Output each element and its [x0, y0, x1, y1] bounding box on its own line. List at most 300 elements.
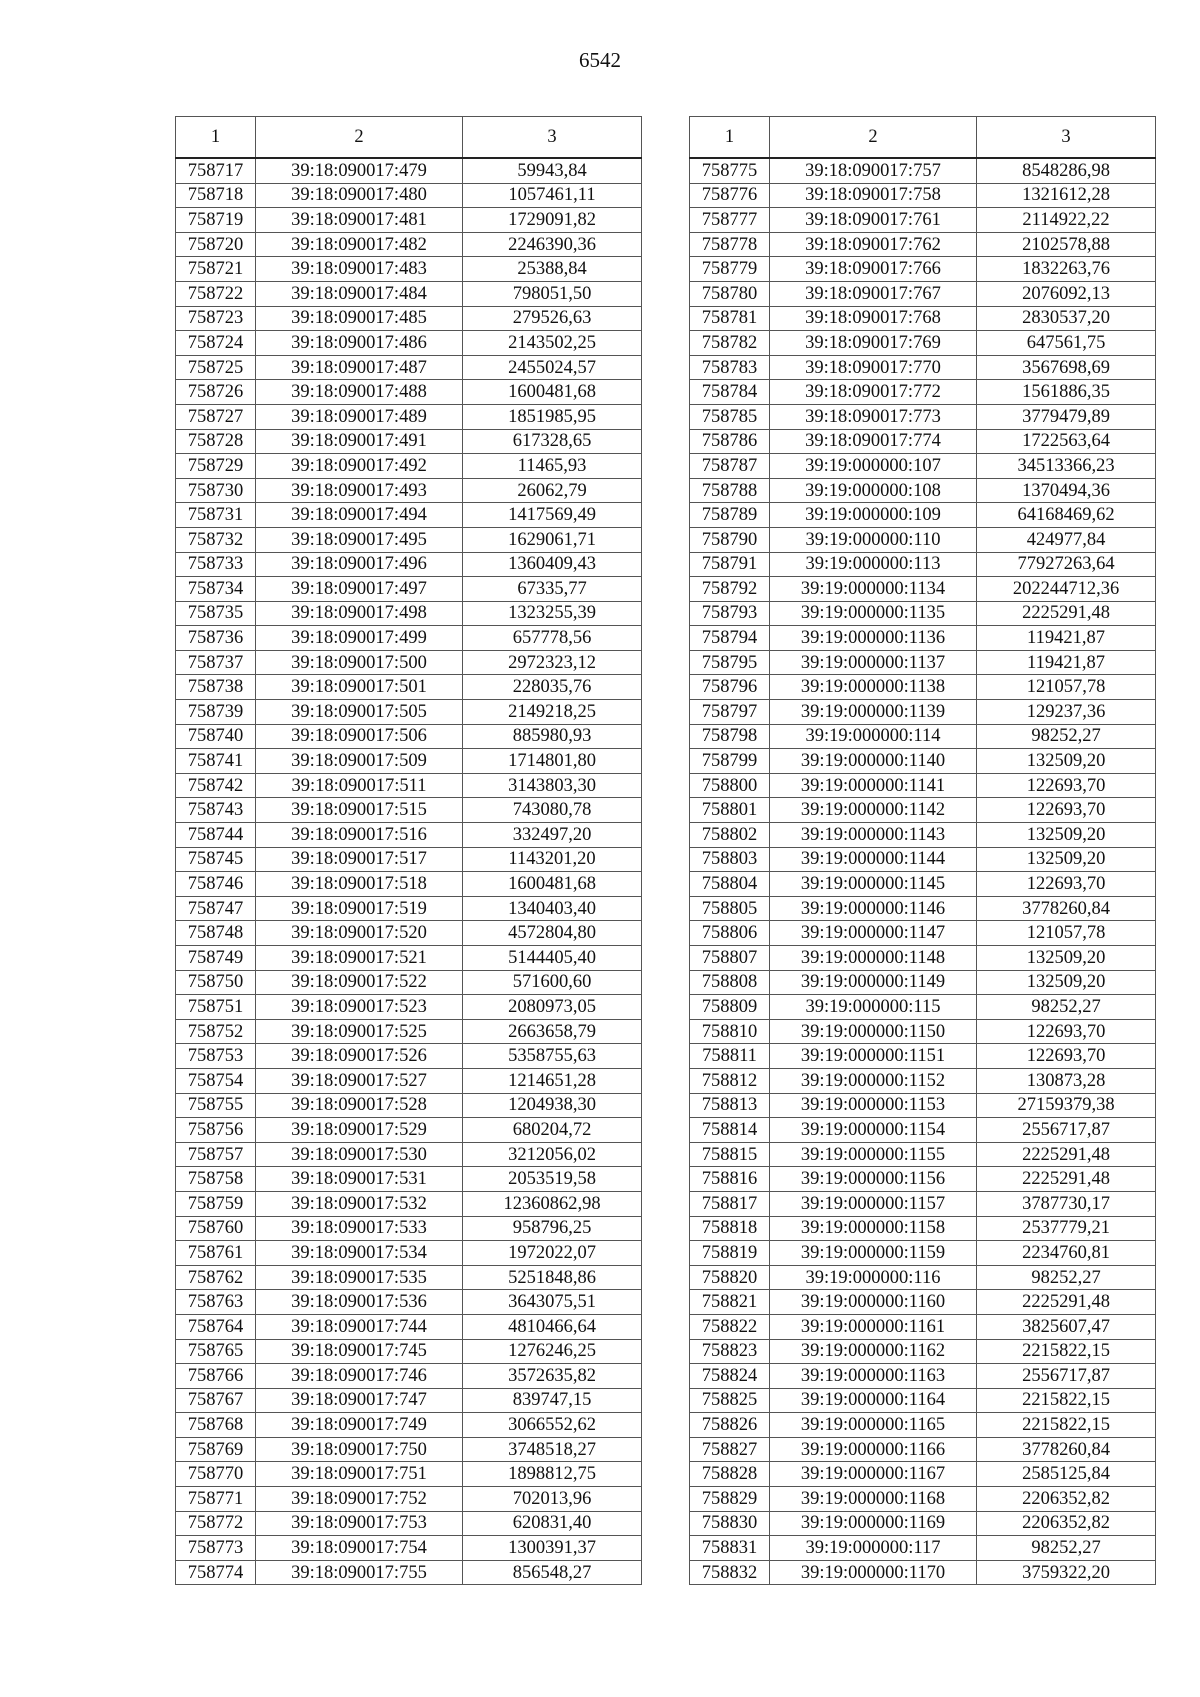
value-cell: 5251848,86: [463, 1265, 642, 1290]
row-number-cell: 758740: [176, 724, 256, 749]
row-number-cell: 758829: [690, 1487, 770, 1512]
table-row: [176, 749, 642, 774]
table-row: [690, 946, 1156, 971]
cadastral-number-cell: 39:18:090017:528: [256, 1093, 463, 1118]
table-row: [176, 1044, 642, 1069]
cadastral-number-cell: 39:19:000000:1166: [770, 1437, 977, 1462]
value-cell: 25388,84: [463, 257, 642, 282]
value-cell: 132509,20: [977, 946, 1156, 971]
table-row: [690, 1265, 1156, 1290]
value-cell: 2080973,05: [463, 995, 642, 1020]
value-cell: 1832263,76: [977, 257, 1156, 282]
cadastral-number-cell: 39:18:090017:753: [256, 1511, 463, 1536]
value-cell: 657778,56: [463, 626, 642, 651]
value-cell: 617328,65: [463, 429, 642, 454]
value-cell: 2225291,48: [977, 1142, 1156, 1167]
table-row: [690, 749, 1156, 774]
cadastral-number-cell: 39:18:090017:480: [256, 183, 463, 208]
row-number-cell: 758776: [690, 183, 770, 208]
cadastral-number-cell: 39:19:000000:1148: [770, 946, 977, 971]
cadastral-number-cell: 39:18:090017:532: [256, 1191, 463, 1216]
row-number-cell: 758772: [176, 1511, 256, 1536]
value-cell: 3572635,82: [463, 1364, 642, 1389]
cadastral-number-cell: 39:18:090017:511: [256, 773, 463, 798]
value-cell: 98252,27: [977, 1265, 1156, 1290]
table-row: [690, 478, 1156, 503]
value-cell: 98252,27: [977, 1536, 1156, 1561]
value-cell: 2246390,36: [463, 232, 642, 257]
cadastral-number-cell: 39:19:000000:1163: [770, 1364, 977, 1389]
row-number-cell: 758729: [176, 454, 256, 479]
value-cell: 132509,20: [977, 847, 1156, 872]
row-number-cell: 758806: [690, 921, 770, 946]
value-cell: 1722563,64: [977, 429, 1156, 454]
row-number-cell: 758756: [176, 1118, 256, 1143]
cadastral-number-cell: 39:19:000000:1144: [770, 847, 977, 872]
cadastral-number-cell: 39:19:000000:1154: [770, 1118, 977, 1143]
table-row: [176, 1314, 642, 1339]
table-row: [176, 1265, 642, 1290]
table-row: [176, 847, 642, 872]
column-header-3: 3: [977, 117, 1156, 159]
value-cell: 3778260,84: [977, 896, 1156, 921]
row-number-cell: 758770: [176, 1462, 256, 1487]
row-number-cell: 758826: [690, 1413, 770, 1438]
cadastral-number-cell: 39:18:090017:495: [256, 527, 463, 552]
row-number-cell: 758719: [176, 208, 256, 233]
cadastral-number-cell: 39:18:090017:533: [256, 1216, 463, 1241]
cadastral-number-cell: 39:19:000000:1139: [770, 700, 977, 725]
row-number-cell: 758768: [176, 1413, 256, 1438]
row-number-cell: 758748: [176, 921, 256, 946]
table-row: [176, 281, 642, 306]
table-row: [176, 700, 642, 725]
value-cell: 2830537,20: [977, 306, 1156, 331]
cadastral-number-cell: 39:18:090017:496: [256, 552, 463, 577]
table-row: [176, 675, 642, 700]
cadastral-number-cell: 39:19:000000:1169: [770, 1511, 977, 1536]
row-number-cell: 758795: [690, 650, 770, 675]
table-row: [176, 650, 642, 675]
table-row: [176, 1019, 642, 1044]
table-row: [176, 380, 642, 405]
cadastral-table-left: [175, 116, 642, 1585]
table-row: [690, 1241, 1156, 1266]
value-cell: 1204938,30: [463, 1093, 642, 1118]
row-number-cell: 758832: [690, 1560, 770, 1585]
table-row: [176, 896, 642, 921]
row-number-cell: 758812: [690, 1068, 770, 1093]
cadastral-number-cell: 39:19:000000:1168: [770, 1487, 977, 1512]
row-number-cell: 758802: [690, 823, 770, 848]
value-cell: 2076092,13: [977, 281, 1156, 306]
table-row: [690, 798, 1156, 823]
cadastral-number-cell: 39:18:090017:749: [256, 1413, 463, 1438]
cadastral-number-cell: 39:18:090017:758: [770, 183, 977, 208]
cadastral-number-cell: 39:18:090017:487: [256, 355, 463, 380]
row-number-cell: 758799: [690, 749, 770, 774]
table-row: [176, 577, 642, 602]
table-row: [176, 429, 642, 454]
value-cell: 132509,20: [977, 823, 1156, 848]
row-number-cell: 758750: [176, 970, 256, 995]
cadastral-number-cell: 39:19:000000:1150: [770, 1019, 977, 1044]
row-number-cell: 758813: [690, 1093, 770, 1118]
value-cell: 839747,15: [463, 1388, 642, 1413]
value-cell: 122693,70: [977, 1044, 1156, 1069]
value-cell: 2149218,25: [463, 700, 642, 725]
row-number-cell: 758800: [690, 773, 770, 798]
row-number-cell: 758734: [176, 577, 256, 602]
row-number-cell: 758775: [690, 158, 770, 183]
value-cell: 2234760,81: [977, 1241, 1156, 1266]
cadastral-number-cell: 39:19:000000:1164: [770, 1388, 977, 1413]
row-number-cell: 758814: [690, 1118, 770, 1143]
cadastral-number-cell: 39:19:000000:114: [770, 724, 977, 749]
value-cell: 130873,28: [977, 1068, 1156, 1093]
table-row: [176, 1536, 642, 1561]
table-row: [690, 232, 1156, 257]
row-number-cell: 758796: [690, 675, 770, 700]
table-row: [690, 355, 1156, 380]
row-number-cell: 758797: [690, 700, 770, 725]
cadastral-number-cell: 39:19:000000:117: [770, 1536, 977, 1561]
table-row: [176, 995, 642, 1020]
table-row: [690, 1167, 1156, 1192]
row-number-cell: 758825: [690, 1388, 770, 1413]
value-cell: 132509,20: [977, 749, 1156, 774]
table-row: [690, 1216, 1156, 1241]
cadastral-number-cell: 39:18:090017:482: [256, 232, 463, 257]
row-number-cell: 758758: [176, 1167, 256, 1192]
row-number-cell: 758801: [690, 798, 770, 823]
value-cell: 119421,87: [977, 650, 1156, 675]
row-number-cell: 758824: [690, 1364, 770, 1389]
table-row: [176, 503, 642, 528]
value-cell: 132509,20: [977, 970, 1156, 995]
cadastral-number-cell: 39:18:090017:493: [256, 478, 463, 503]
cadastral-number-cell: 39:19:000000:1158: [770, 1216, 977, 1241]
value-cell: 27159379,38: [977, 1093, 1156, 1118]
row-number-cell: 758830: [690, 1511, 770, 1536]
cadastral-number-cell: 39:18:090017:498: [256, 601, 463, 626]
row-number-cell: 758727: [176, 404, 256, 429]
row-number-cell: 758792: [690, 577, 770, 602]
cadastral-number-cell: 39:19:000000:108: [770, 478, 977, 503]
value-cell: 1360409,43: [463, 552, 642, 577]
cadastral-number-cell: 39:18:090017:745: [256, 1339, 463, 1364]
cadastral-number-cell: 39:18:090017:485: [256, 306, 463, 331]
table-row: [690, 306, 1156, 331]
table-row: [690, 1068, 1156, 1093]
table-row: [690, 158, 1156, 183]
row-number-cell: 758781: [690, 306, 770, 331]
table-row: [690, 896, 1156, 921]
row-number-cell: 758786: [690, 429, 770, 454]
cadastral-number-cell: 39:19:000000:1151: [770, 1044, 977, 1069]
value-cell: 2206352,82: [977, 1511, 1156, 1536]
cadastral-number-cell: 39:19:000000:1167: [770, 1462, 977, 1487]
table-row: [690, 700, 1156, 725]
row-number-cell: 758831: [690, 1536, 770, 1561]
row-number-cell: 758771: [176, 1487, 256, 1512]
row-number-cell: 758773: [176, 1536, 256, 1561]
table-row: [690, 577, 1156, 602]
cadastral-number-cell: 39:18:090017:766: [770, 257, 977, 282]
cadastral-number-cell: 39:19:000000:1156: [770, 1167, 977, 1192]
row-number-cell: 758761: [176, 1241, 256, 1266]
row-number-cell: 758798: [690, 724, 770, 749]
cadastral-number-cell: 39:18:090017:770: [770, 355, 977, 380]
table-row: [690, 1118, 1156, 1143]
table-row: [690, 1339, 1156, 1364]
table-row: [176, 257, 642, 282]
page-number: 6542: [579, 48, 621, 72]
cadastral-number-cell: 39:19:000000:1146: [770, 896, 977, 921]
row-number-cell: 758791: [690, 552, 770, 577]
value-cell: 279526,63: [463, 306, 642, 331]
column-header-1: 1: [690, 117, 770, 159]
row-number-cell: 758810: [690, 1019, 770, 1044]
cadastral-number-cell: 39:18:090017:757: [770, 158, 977, 183]
column-header-2: 2: [770, 117, 977, 159]
row-number-cell: 758726: [176, 380, 256, 405]
table-row: [690, 281, 1156, 306]
table-row: [176, 208, 642, 233]
cadastral-number-cell: 39:18:090017:751: [256, 1462, 463, 1487]
cadastral-number-cell: 39:19:000000:1134: [770, 577, 977, 602]
value-cell: 1323255,39: [463, 601, 642, 626]
table-row: [176, 1142, 642, 1167]
row-number-cell: 758745: [176, 847, 256, 872]
table-row: [690, 601, 1156, 626]
value-cell: 122693,70: [977, 798, 1156, 823]
table-row: [690, 331, 1156, 356]
row-number-cell: 758815: [690, 1142, 770, 1167]
row-number-cell: 758743: [176, 798, 256, 823]
cadastral-number-cell: 39:18:090017:752: [256, 1487, 463, 1512]
cadastral-number-cell: 39:18:090017:517: [256, 847, 463, 872]
cadastral-number-cell: 39:19:000000:1153: [770, 1093, 977, 1118]
table-row: [690, 724, 1156, 749]
row-number-cell: 758790: [690, 527, 770, 552]
row-number-cell: 758741: [176, 749, 256, 774]
row-number-cell: 758807: [690, 946, 770, 971]
table-row: [690, 823, 1156, 848]
column-header-1: 1: [176, 117, 256, 159]
value-cell: 1600481,68: [463, 872, 642, 897]
value-cell: 2225291,48: [977, 1290, 1156, 1315]
row-number-cell: 758808: [690, 970, 770, 995]
table-row: [690, 1536, 1156, 1561]
cadastral-number-cell: 39:19:000000:1140: [770, 749, 977, 774]
value-cell: 3779479,89: [977, 404, 1156, 429]
row-number-cell: 758803: [690, 847, 770, 872]
value-cell: 2556717,87: [977, 1364, 1156, 1389]
row-number-cell: 758778: [690, 232, 770, 257]
row-number-cell: 758805: [690, 896, 770, 921]
table-row: [690, 1437, 1156, 1462]
table-row: [690, 1019, 1156, 1044]
row-number-cell: 758821: [690, 1290, 770, 1315]
row-number-cell: 758811: [690, 1044, 770, 1069]
row-number-cell: 758822: [690, 1314, 770, 1339]
table-row: [176, 331, 642, 356]
table-row: [690, 1511, 1156, 1536]
value-cell: 2972323,12: [463, 650, 642, 675]
row-number-cell: 758794: [690, 626, 770, 651]
table-row: [690, 429, 1156, 454]
table-row: [176, 232, 642, 257]
value-cell: 2663658,79: [463, 1019, 642, 1044]
value-cell: 3212056,02: [463, 1142, 642, 1167]
cadastral-number-cell: 39:18:090017:520: [256, 921, 463, 946]
cadastral-number-cell: 39:18:090017:499: [256, 626, 463, 651]
value-cell: 3143803,30: [463, 773, 642, 798]
cadastral-number-cell: 39:18:090017:488: [256, 380, 463, 405]
row-number-cell: 758804: [690, 872, 770, 897]
table-row: [176, 921, 642, 946]
row-number-cell: 758785: [690, 404, 770, 429]
cadastral-number-cell: 39:18:090017:774: [770, 429, 977, 454]
row-number-cell: 758779: [690, 257, 770, 282]
row-number-cell: 758782: [690, 331, 770, 356]
table-row: [176, 1167, 642, 1192]
value-cell: 119421,87: [977, 626, 1156, 651]
value-cell: 11465,93: [463, 454, 642, 479]
value-cell: 98252,27: [977, 724, 1156, 749]
value-cell: 121057,78: [977, 675, 1156, 700]
cadastral-number-cell: 39:18:090017:750: [256, 1437, 463, 1462]
value-cell: 1851985,95: [463, 404, 642, 429]
row-number-cell: 758762: [176, 1265, 256, 1290]
value-cell: 8548286,98: [977, 158, 1156, 183]
value-cell: 64168469,62: [977, 503, 1156, 528]
cadastral-number-cell: 39:18:090017:526: [256, 1044, 463, 1069]
cadastral-number-cell: 39:19:000000:1155: [770, 1142, 977, 1167]
value-cell: 59943,84: [463, 158, 642, 183]
value-cell: 2215822,15: [977, 1388, 1156, 1413]
row-number-cell: 758816: [690, 1167, 770, 1192]
cadastral-number-cell: 39:18:090017:762: [770, 232, 977, 257]
table-row: [176, 1118, 642, 1143]
table-row: [176, 1216, 642, 1241]
value-cell: 958796,25: [463, 1216, 642, 1241]
table-row: [690, 1413, 1156, 1438]
row-number-cell: 758780: [690, 281, 770, 306]
row-number-cell: 758827: [690, 1437, 770, 1462]
cadastral-number-cell: 39:19:000000:116: [770, 1265, 977, 1290]
table-row: [690, 527, 1156, 552]
cadastral-number-cell: 39:18:090017:494: [256, 503, 463, 528]
value-cell: 424977,84: [977, 527, 1156, 552]
cadastral-number-cell: 39:18:090017:522: [256, 970, 463, 995]
table-row: [690, 1044, 1156, 1069]
table-row: [176, 1290, 642, 1315]
value-cell: 5144405,40: [463, 946, 642, 971]
value-cell: 1321612,28: [977, 183, 1156, 208]
value-cell: 3778260,84: [977, 1437, 1156, 1462]
cadastral-number-cell: 39:18:090017:519: [256, 896, 463, 921]
row-number-cell: 758769: [176, 1437, 256, 1462]
table-row: [176, 1437, 642, 1462]
value-cell: 2585125,84: [977, 1462, 1156, 1487]
table-row: [176, 1462, 642, 1487]
cadastral-number-cell: 39:19:000000:1159: [770, 1241, 977, 1266]
value-cell: 3567698,69: [977, 355, 1156, 380]
cadastral-number-cell: 39:18:090017:521: [256, 946, 463, 971]
cadastral-number-cell: 39:19:000000:1136: [770, 626, 977, 651]
cadastral-number-cell: 39:19:000000:110: [770, 527, 977, 552]
table-row: [690, 847, 1156, 872]
table-row: [690, 454, 1156, 479]
row-number-cell: 758735: [176, 601, 256, 626]
value-cell: 647561,75: [977, 331, 1156, 356]
value-cell: 202244712,36: [977, 577, 1156, 602]
value-cell: 2215822,15: [977, 1339, 1156, 1364]
value-cell: 3825607,47: [977, 1314, 1156, 1339]
table-row: [176, 1511, 642, 1536]
cadastral-number-cell: 39:18:090017:492: [256, 454, 463, 479]
cadastral-number-cell: 39:18:090017:505: [256, 700, 463, 725]
cadastral-number-cell: 39:18:090017:761: [770, 208, 977, 233]
row-number-cell: 758751: [176, 995, 256, 1020]
cadastral-number-cell: 39:19:000000:1149: [770, 970, 977, 995]
cadastral-number-cell: 39:18:090017:525: [256, 1019, 463, 1044]
row-number-cell: 758752: [176, 1019, 256, 1044]
table-row: [690, 380, 1156, 405]
value-cell: 1898812,75: [463, 1462, 642, 1487]
row-number-cell: 758732: [176, 527, 256, 552]
cadastral-number-cell: 39:18:090017:516: [256, 823, 463, 848]
row-number-cell: 758759: [176, 1191, 256, 1216]
row-number-cell: 758784: [690, 380, 770, 405]
cadastral-number-cell: 39:19:000000:1137: [770, 650, 977, 675]
value-cell: 1300391,37: [463, 1536, 642, 1561]
value-cell: 3748518,27: [463, 1437, 642, 1462]
cadastral-number-cell: 39:18:090017:769: [770, 331, 977, 356]
cadastral-number-cell: 39:18:090017:773: [770, 404, 977, 429]
table-row: [690, 257, 1156, 282]
table-header-row: [176, 117, 642, 159]
cadastral-number-cell: 39:19:000000:1145: [770, 872, 977, 897]
table-row: [690, 208, 1156, 233]
table-row: [690, 552, 1156, 577]
value-cell: 1972022,07: [463, 1241, 642, 1266]
cadastral-number-cell: 39:18:090017:531: [256, 1167, 463, 1192]
row-number-cell: 758725: [176, 355, 256, 380]
value-cell: 2206352,82: [977, 1487, 1156, 1512]
value-cell: 571600,60: [463, 970, 642, 995]
table-row: [176, 478, 642, 503]
value-cell: 3787730,17: [977, 1191, 1156, 1216]
cadastral-number-cell: 39:19:000000:1142: [770, 798, 977, 823]
value-cell: 3643075,51: [463, 1290, 642, 1315]
table-row: [690, 1314, 1156, 1339]
value-cell: 332497,20: [463, 823, 642, 848]
table-row: [176, 527, 642, 552]
table-row: [690, 1191, 1156, 1216]
row-number-cell: 758777: [690, 208, 770, 233]
cadastral-number-cell: 39:18:090017:483: [256, 257, 463, 282]
row-number-cell: 758788: [690, 478, 770, 503]
value-cell: 1561886,35: [977, 380, 1156, 405]
row-number-cell: 758738: [176, 675, 256, 700]
row-number-cell: 758766: [176, 1364, 256, 1389]
table-row: [176, 1241, 642, 1266]
table-row: [690, 1290, 1156, 1315]
cadastral-number-cell: 39:19:000000:113: [770, 552, 977, 577]
